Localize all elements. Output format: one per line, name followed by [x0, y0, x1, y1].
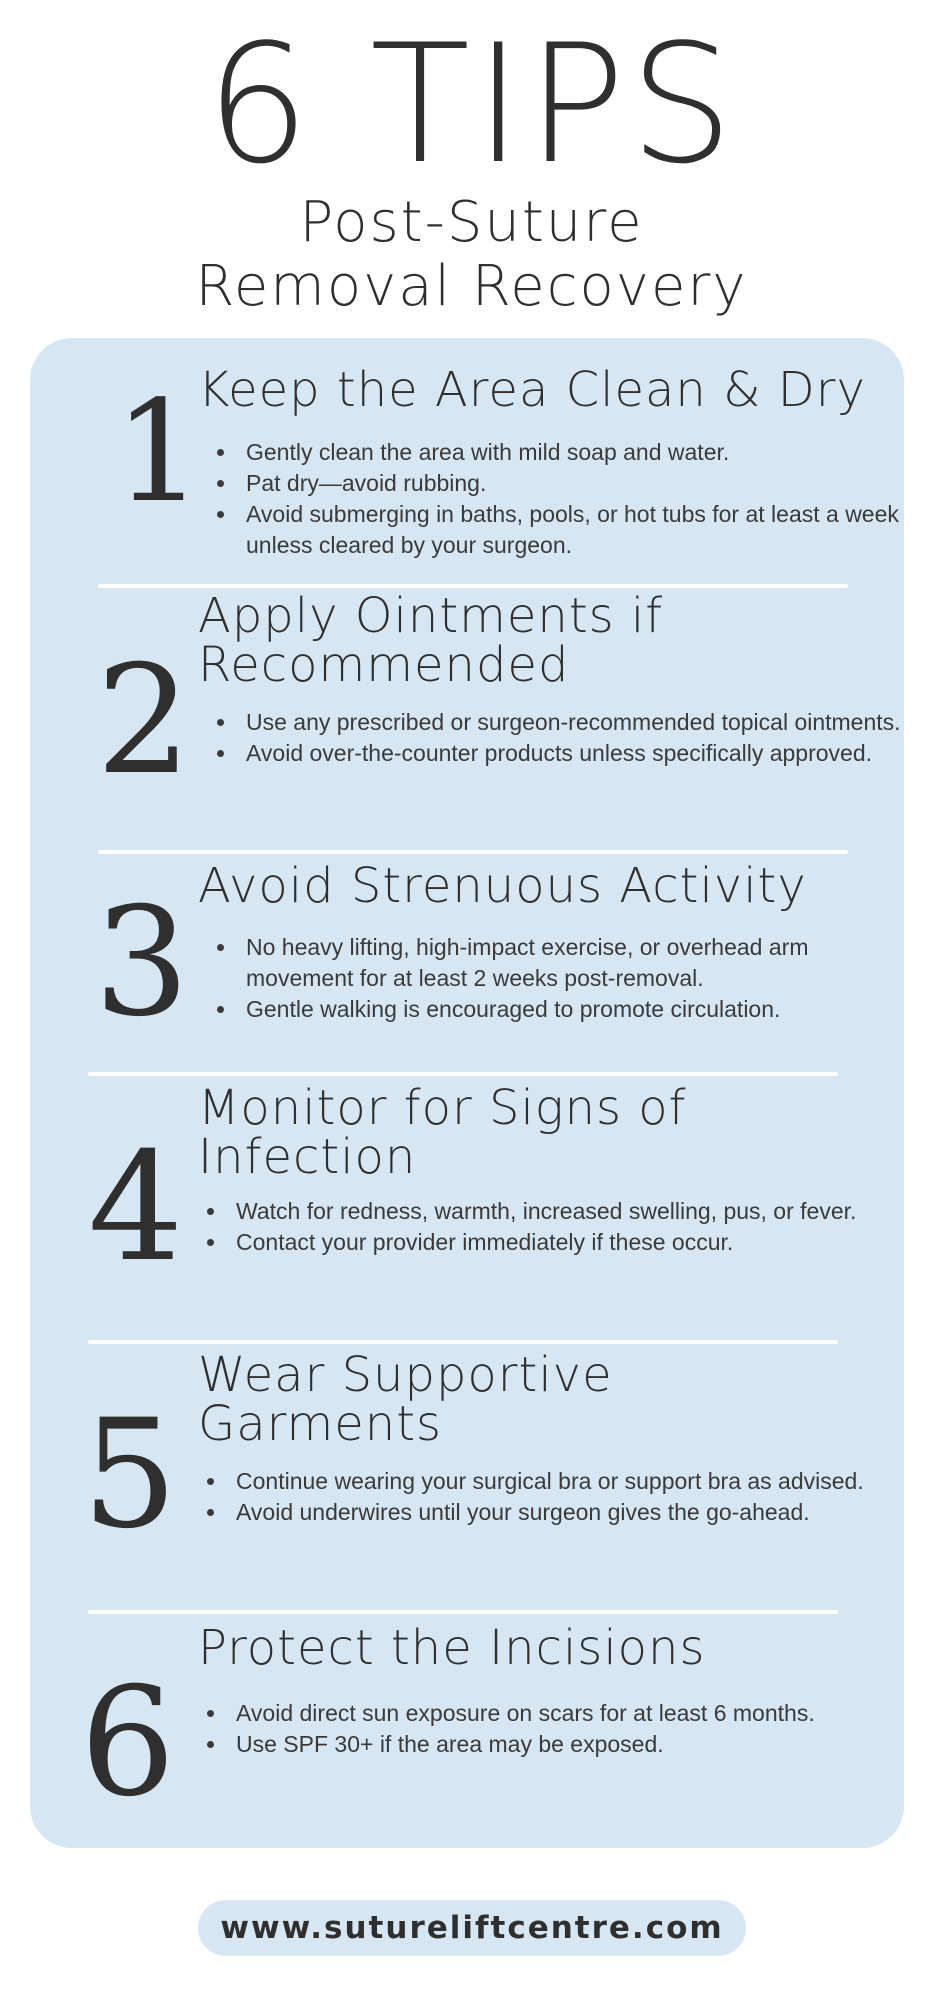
tip-heading: Avoid Strenuous Activity [198, 858, 807, 914]
list-item: Gentle walking is encouraged to promote circulation. [246, 994, 886, 1025]
list-item: Avoid submerging in baths, pools, or hot tubs for at least a week unless cleared by your surgeon. [246, 499, 936, 561]
tip-bullet-list [188, 1466, 886, 1528]
tip-bullet-list [198, 932, 886, 1025]
list-item: No heavy lifting, high-impact exercise, or overhead arm movement for at least 2 weeks post-removal. [246, 932, 886, 994]
tip-heading: Protect the Incisions [198, 1620, 706, 1676]
list-item: Use any prescribed or surgeon-recommended topical ointments. [246, 707, 936, 738]
divider [88, 1072, 838, 1076]
list-item: Gently clean the area with mild soap and water. [246, 437, 936, 468]
tip-heading: Keep the Area Clean & Dry [198, 362, 866, 418]
tip-heading: Apply Ointments if Recommended [198, 588, 664, 693]
divider [98, 850, 848, 854]
tip-heading: Wear Supportive Garments [198, 1347, 613, 1452]
tip-number: 6 [80, 1656, 176, 1830]
list-item: Contact your provider immediately if these occur. [236, 1227, 936, 1258]
website-link[interactable]: www.sutureliftcentre.com [198, 1900, 746, 1956]
tip-heading: Monitor for Signs of Infection [198, 1080, 687, 1185]
list-item: Avoid over-the-counter products unless specifically approved. [246, 738, 936, 769]
tip-number: 1 [114, 371, 204, 534]
divider [88, 1610, 838, 1614]
tip-number: 2 [96, 634, 192, 808]
tip-bullet-list [198, 707, 936, 769]
tip-number: 3 [94, 876, 190, 1050]
page-subtitle-line-2: Removal Recovery [195, 254, 748, 319]
list-item: Avoid direct sun exposure on scars for at least 6 months. [236, 1698, 856, 1729]
list-item: Watch for redness, warmth, increased swelling, pus, or fever. [236, 1196, 936, 1227]
tip-bullet-list [188, 1196, 936, 1258]
list-item: Avoid underwires until your surgeon gives the go-ahead. [236, 1497, 886, 1528]
list-item: Continue wearing your surgical bra or support bra as advised. [236, 1466, 886, 1497]
divider [88, 1340, 838, 1344]
tip-bullet-list [198, 437, 936, 561]
page-title: 6 TIPS [205, 9, 738, 200]
tip-bullet-list [188, 1698, 856, 1760]
tip-number: 4 [88, 1121, 184, 1295]
page-subtitle-line-1: Post-Suture [299, 190, 644, 255]
list-item: Use SPF 30+ if the area may be exposed. [236, 1729, 856, 1760]
tip-number: 5 [82, 1388, 178, 1562]
tips-panel [30, 338, 904, 1848]
list-item: Pat dry—avoid rubbing. [246, 468, 936, 499]
